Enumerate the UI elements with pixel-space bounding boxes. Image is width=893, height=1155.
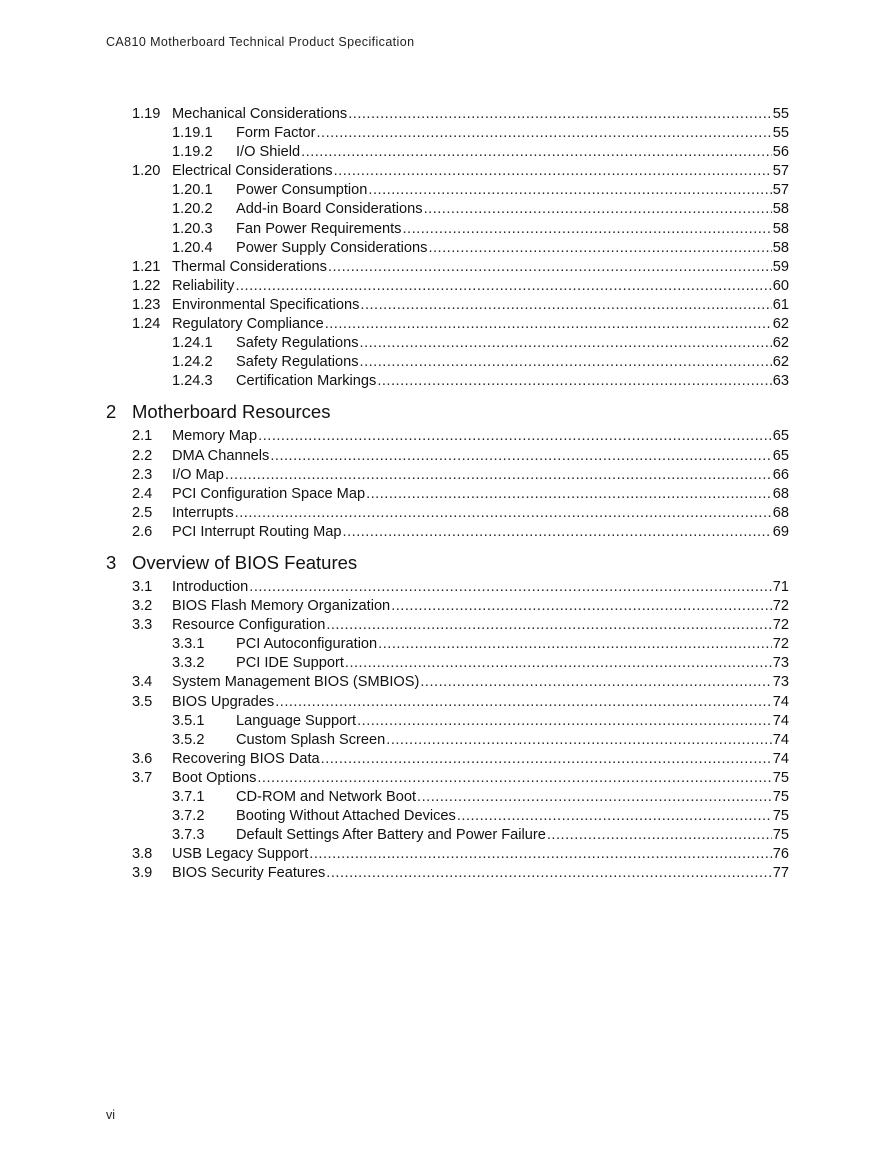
toc-entry-line: [172, 578, 789, 597]
toc-entry[interactable]: [106, 162, 789, 181]
toc-entry-number: 1.22: [132, 277, 161, 294]
toc-entry-number: 3.5.2: [172, 731, 205, 748]
toc-entry-page: 77: [772, 865, 789, 882]
toc-entry-page: 74: [772, 712, 789, 729]
toc-entry-page: 57: [772, 182, 789, 199]
toc-entry[interactable]: [106, 504, 789, 523]
toc-entry[interactable]: [106, 845, 789, 864]
toc-entry[interactable]: [106, 673, 789, 692]
toc-entry-title: Environmental Specifications: [172, 296, 360, 313]
toc-entry-number: 3.3.2: [172, 655, 205, 672]
dot-leader: [235, 504, 772, 523]
toc-entry-number: 1.24: [132, 316, 161, 333]
toc-entry-page: 72: [772, 598, 789, 615]
toc-entry-page: 56: [772, 144, 789, 161]
chapter-title: Motherboard Resources: [132, 401, 331, 423]
toc-entry[interactable]: [106, 239, 789, 258]
toc-entry-number: 3.8: [132, 846, 153, 863]
dot-leader: [357, 712, 772, 731]
toc-entry[interactable]: [106, 750, 789, 769]
dot-leader: [309, 845, 771, 864]
toc-entry-number: 2.2: [132, 447, 153, 464]
toc-entry-number: 3.1: [132, 578, 153, 595]
toc-entry-page: 59: [772, 258, 789, 275]
toc-entry-line: [172, 485, 789, 504]
toc-entry[interactable]: [106, 807, 789, 826]
toc-entry-title: CD-ROM and Network Boot: [236, 789, 417, 805]
toc-entry-title: Introduction: [172, 578, 249, 595]
dot-leader: [321, 750, 772, 769]
toc-entry-title: Electrical Considerations: [172, 163, 333, 180]
dot-leader: [235, 277, 771, 296]
toc-entry[interactable]: [106, 466, 789, 485]
toc-entry-line: [236, 635, 789, 654]
toc-entry[interactable]: [106, 731, 789, 750]
toc-entry-number: 1.23: [132, 296, 161, 313]
dot-leader: [275, 693, 772, 712]
toc-entry-title: BIOS Upgrades: [172, 693, 275, 710]
dot-leader: [326, 864, 771, 883]
toc-entry-number: 2.5: [132, 504, 153, 521]
toc-entry[interactable]: [106, 372, 789, 391]
toc-entry-number: 3.7.1: [172, 789, 205, 805]
toc-entry-page: 58: [772, 201, 789, 218]
toc-entry-line: [236, 654, 789, 673]
toc-entry-line: [172, 466, 789, 485]
toc-entry-title: Interrupts: [172, 504, 234, 521]
toc-entry[interactable]: [106, 578, 789, 597]
running-header: CA810 Motherboard Technical Product Specification: [106, 35, 415, 49]
toc-entry-page: 72: [772, 636, 789, 653]
toc-entry-title: System Management BIOS (SMBIOS): [172, 674, 420, 691]
toc-entry-title: Certification Markings: [236, 373, 377, 390]
toc-entry-page: 74: [772, 693, 789, 710]
toc-entry-number: 1.20.1: [172, 182, 213, 199]
toc-entry-page: 65: [772, 447, 789, 464]
table-of-contents: [106, 105, 789, 883]
toc-entry-line: [236, 220, 789, 239]
toc-entry-line: [172, 769, 789, 788]
toc-entry-page: 76: [772, 846, 789, 863]
toc-entry-page: 58: [772, 220, 789, 237]
toc-entry-number: 3.4: [132, 674, 153, 691]
toc-entry-number: 3.7: [132, 769, 153, 786]
toc-entry-number: 3.3.1: [172, 636, 205, 653]
toc-entry[interactable]: [106, 826, 789, 845]
dot-leader: [417, 788, 772, 807]
toc-entry-page: 75: [772, 827, 789, 844]
dot-leader: [334, 162, 772, 181]
toc-entry-title: Safety Regulations: [236, 354, 359, 371]
dot-leader: [402, 220, 771, 239]
toc-entry-page: 58: [772, 239, 789, 256]
toc-entry-title: Boot Options: [172, 769, 257, 786]
toc-entry[interactable]: [106, 616, 789, 635]
toc-entry-page: 75: [772, 808, 789, 825]
toc-entry-title: Add-in Board Considerations: [236, 201, 423, 218]
toc-entry-line: [172, 750, 789, 769]
toc-entry-line: [236, 807, 789, 826]
toc-entry[interactable]: [106, 296, 789, 315]
toc-entry-number: 2.4: [132, 485, 153, 502]
toc-entry-page: 62: [772, 316, 789, 333]
toc-entry-line: [172, 693, 789, 712]
dot-leader: [249, 578, 772, 597]
toc-entry-title: Fan Power Requirements: [236, 220, 402, 237]
dot-leader: [328, 258, 772, 277]
toc-entry-line: [236, 372, 789, 391]
toc-entry-page: 73: [772, 674, 789, 691]
toc-entry-number: 1.21: [132, 258, 161, 275]
toc-entry-page: 72: [772, 617, 789, 634]
toc-entry-line: [172, 504, 789, 523]
toc-entry-page: 68: [772, 504, 789, 521]
toc-entry[interactable]: [106, 597, 789, 616]
toc-entry-line: [236, 712, 789, 731]
toc-entry-page: 62: [772, 354, 789, 371]
toc-entry-line: [172, 523, 789, 542]
toc-entry-line: [236, 239, 789, 258]
toc-entry[interactable]: [106, 864, 789, 883]
toc-entry-page: 62: [772, 335, 789, 352]
toc-entry-title: BIOS Security Features: [172, 865, 326, 882]
toc-entry[interactable]: [106, 427, 789, 446]
toc-entry[interactable]: [106, 523, 789, 542]
toc-entry-page: 66: [772, 466, 789, 483]
dot-leader: [457, 807, 772, 826]
toc-entry[interactable]: [106, 334, 789, 353]
toc-entry-number: 1.24.1: [172, 335, 213, 352]
toc-entry-title: Regulatory Compliance: [172, 316, 324, 333]
toc-entry-title: USB Legacy Support: [172, 846, 309, 863]
toc-entry-number: 3.9: [132, 865, 153, 882]
dot-leader: [316, 124, 771, 143]
dot-leader: [368, 181, 771, 200]
toc-entry-title: Safety Regulations: [236, 335, 359, 352]
toc-entry-title: Form Factor: [236, 125, 316, 142]
toc-entry-line: [236, 143, 789, 162]
dot-leader: [301, 143, 772, 162]
chapter-title: Overview of BIOS Features: [132, 551, 358, 573]
toc-entry-line: [236, 334, 789, 353]
toc-entry-page: 63: [772, 373, 789, 390]
toc-entry-page: 73: [772, 655, 789, 672]
toc-entry[interactable]: [106, 353, 789, 372]
toc-entry-number: 1.20.2: [172, 201, 213, 218]
dot-leader: [325, 315, 772, 334]
toc-entry-page: 61: [772, 296, 789, 313]
toc-entry-title: PCI Interrupt Routing Map: [172, 523, 342, 540]
toc-entry-line: [236, 124, 789, 143]
toc-entry-number: 1.19.1: [172, 125, 213, 142]
dot-leader: [360, 334, 772, 353]
dot-leader: [225, 466, 772, 485]
toc-entry-title: PCI IDE Support: [236, 655, 344, 672]
toc-chapter-heading[interactable]: [106, 551, 789, 575]
dot-leader: [258, 427, 772, 446]
dot-leader: [348, 105, 772, 124]
toc-entry-page: 57: [772, 163, 789, 180]
toc-entry-number: 1.19: [132, 106, 161, 122]
dot-leader: [424, 200, 772, 219]
toc-entry-number: 1.19.2: [172, 144, 213, 161]
toc-entry-title: Language Support: [236, 712, 357, 729]
toc-entry-number: 1.24.3: [172, 373, 213, 390]
dot-leader: [326, 616, 771, 635]
toc-entry-title: Power Consumption: [236, 182, 368, 199]
toc-entry[interactable]: [106, 220, 789, 239]
toc-entry-number: 3.5: [132, 693, 153, 710]
toc-entry-number: 1.20: [132, 163, 161, 180]
toc-entry-line: [172, 315, 789, 334]
toc-entry-number: 1.24.2: [172, 354, 213, 371]
page-number: vi: [106, 1108, 116, 1122]
toc-entry-title: Thermal Considerations: [172, 258, 327, 275]
toc-entry-page: 74: [772, 750, 789, 767]
toc-entry[interactable]: [106, 485, 789, 504]
dot-leader: [420, 673, 771, 692]
toc-entry[interactable]: [106, 693, 789, 712]
dot-leader: [547, 826, 772, 845]
toc-chapter-heading[interactable]: [106, 400, 789, 424]
toc-entry-line: [172, 845, 789, 864]
toc-entry-title: Resource Configuration: [172, 617, 326, 634]
toc-entry-line: [172, 864, 789, 883]
dot-leader: [377, 372, 771, 391]
toc-entry[interactable]: [106, 124, 789, 143]
dot-leader: [257, 769, 771, 788]
chapter-number: 2: [106, 401, 117, 423]
toc-entry[interactable]: [106, 769, 789, 788]
dot-leader: [428, 239, 771, 258]
toc-entry[interactable]: [106, 712, 789, 731]
toc-entry[interactable]: [106, 635, 789, 654]
toc-entry[interactable]: [106, 258, 789, 277]
toc-entry-title: PCI Configuration Space Map: [172, 485, 366, 502]
toc-entry-line: [172, 258, 789, 277]
toc-entry-page: 69: [772, 523, 789, 540]
toc-entry-page: 68: [772, 485, 789, 502]
dot-leader: [270, 447, 771, 466]
toc-entry[interactable]: [106, 447, 789, 466]
dot-leader: [366, 485, 772, 504]
toc-entry-line: [236, 181, 789, 200]
toc-entry-number: 2.6: [132, 523, 153, 540]
dot-leader: [345, 654, 772, 673]
toc-entry-line: [172, 105, 789, 124]
toc-entry-line: [172, 597, 789, 616]
dot-leader: [391, 597, 772, 616]
toc-entry-line: [172, 427, 789, 446]
toc-entry-title: PCI Autoconfiguration: [236, 636, 378, 653]
toc-entry-number: 2.3: [132, 466, 153, 483]
toc-entry-number: 3.5.1: [172, 712, 205, 729]
toc-entry[interactable]: [106, 143, 789, 162]
toc-chapter-3-entries: [106, 578, 789, 884]
toc-entry-title: Custom Splash Screen: [236, 731, 386, 748]
toc-entry-number: 1.20.3: [172, 220, 213, 237]
toc-entry-title: Reliability: [172, 277, 235, 294]
toc-entry-title: Memory Map: [172, 428, 258, 445]
toc-entry[interactable]: [106, 105, 789, 124]
toc-entry-title: I/O Shield: [236, 144, 301, 161]
toc-entry-page: 71: [772, 578, 789, 595]
toc-entry-line: [172, 277, 789, 296]
toc-entry[interactable]: [106, 788, 789, 807]
toc-entry-page: 55: [772, 106, 789, 122]
toc-entry[interactable]: [106, 315, 789, 334]
dot-leader: [360, 353, 772, 372]
toc-entry-page: 74: [772, 731, 789, 748]
toc-entry-line: [236, 731, 789, 750]
toc-entry-number: 2.1: [132, 428, 153, 445]
toc-entry-number: 1.20.4: [172, 239, 213, 256]
toc-section-1-tail: [106, 105, 789, 391]
toc-chapter-2-entries: [106, 427, 789, 542]
toc-entry-number: 3.7.2: [172, 808, 205, 825]
toc-entry-page: 65: [772, 428, 789, 445]
toc-entry-title: Mechanical Considerations: [172, 106, 348, 122]
toc-entry-line: [172, 162, 789, 181]
dot-leader: [360, 296, 771, 315]
dot-leader: [386, 731, 772, 750]
toc-entry-title: Booting Without Attached Devices: [236, 808, 456, 825]
toc-entry-title: I/O Map: [172, 466, 224, 483]
toc-entry-title: DMA Channels: [172, 447, 270, 464]
chapter-number: 3: [106, 551, 117, 573]
toc-entry[interactable]: [106, 200, 789, 219]
toc-entry-title: Default Settings After Battery and Power Failure: [236, 827, 546, 844]
toc-entry-line: [236, 826, 789, 845]
toc-entry-number: 3.3: [132, 617, 153, 634]
toc-entry-number: 3.6: [132, 750, 153, 767]
toc-entry-page: 75: [772, 769, 789, 786]
toc-entry-line: [236, 200, 789, 219]
toc-entry-line: [236, 788, 789, 807]
dot-leader: [378, 635, 772, 654]
toc-entry[interactable]: [106, 277, 789, 296]
toc-entry-page: 75: [772, 789, 789, 805]
toc-entry-line: [172, 296, 789, 315]
toc-entry-title: BIOS Flash Memory Organization: [172, 598, 391, 615]
toc-entry-line: [236, 353, 789, 372]
toc-entry-page: 55: [772, 125, 789, 142]
toc-entry[interactable]: [106, 654, 789, 673]
toc-entry-line: [172, 616, 789, 635]
toc-entry-line: [172, 673, 789, 692]
toc-entry-line: [172, 447, 789, 466]
toc-entry-page: 60: [772, 277, 789, 294]
toc-entry-number: 3.7.3: [172, 827, 205, 844]
toc-entry[interactable]: [106, 181, 789, 200]
toc-entry-number: 3.2: [132, 598, 153, 615]
toc-entry-title: Recovering BIOS Data: [172, 750, 320, 767]
toc-entry-title: Power Supply Considerations: [236, 239, 428, 256]
dot-leader: [343, 523, 772, 542]
